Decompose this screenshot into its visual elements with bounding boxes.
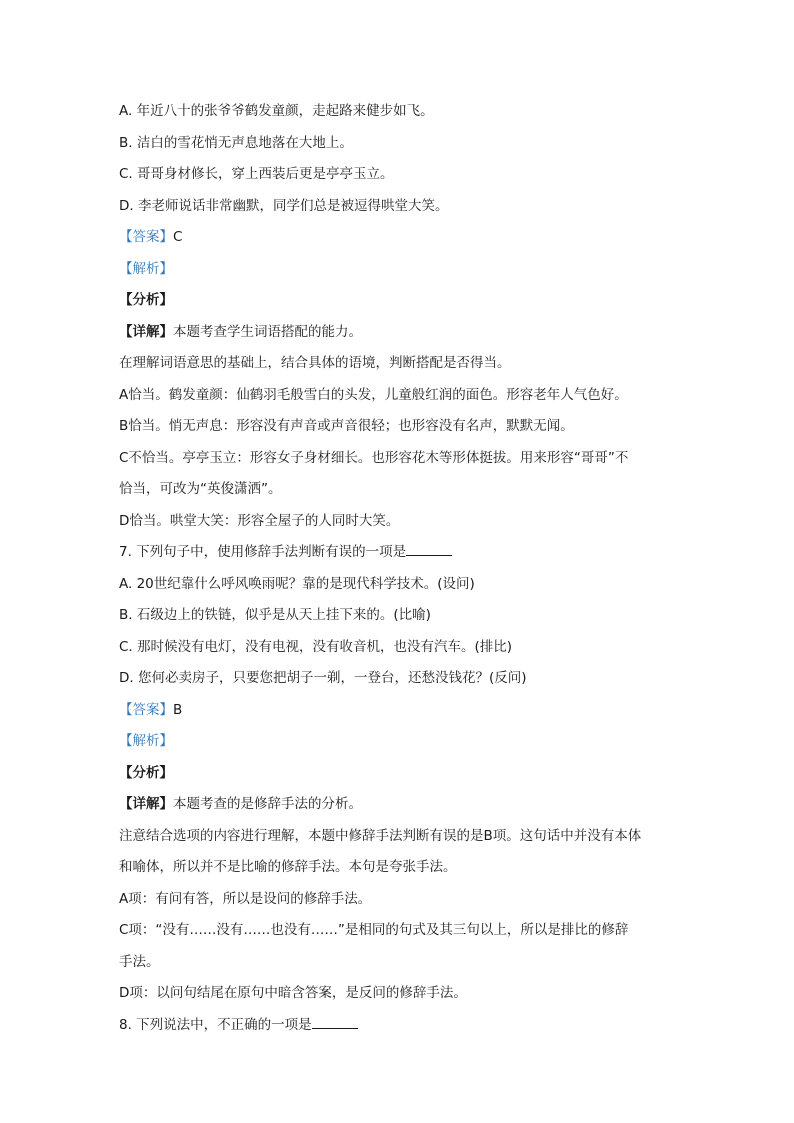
q7-option-b: B. 石级边上的铁链，似乎是从天上挂下来的。(比喻) — [119, 607, 431, 623]
document-page — [119, 96, 679, 1041]
fenxi-tag: 【分析】 — [119, 292, 173, 308]
detail-tag: 【详解】 — [119, 796, 173, 812]
q6-answer-line — [119, 222, 679, 254]
answer-value: B — [173, 701, 183, 718]
q6-body-line: 在理解词语意思的基础上，结合具体的语境，判断搭配是否得当。 — [119, 355, 511, 371]
q6-body-line: C不恰当。亭亭玉立：形容女子身材细长。也形容花木等形体挺拔。用来形容“哥哥”不 — [119, 449, 629, 466]
q8-stem-line — [119, 1010, 679, 1042]
q6-option-c: C. 哥哥身材修长，穿上西装后更是亭亭玉立。 — [119, 166, 394, 182]
q7-option-c: C. 那时候没有电灯，没有电视，没有收音机，也没有汽车。(排比) — [119, 638, 513, 655]
answer-tag: 【答案】 — [119, 229, 173, 245]
q6-option-b: B. 洁白的雪花悄无声息地落在大地上。 — [119, 134, 353, 151]
detail-tag: 【详解】 — [119, 323, 173, 340]
q7-body-line: C项：“没有……没有……也没有……”是相同的句式及其三句以上，所以是排比的修辞 — [119, 922, 629, 938]
q6-detail-line — [119, 317, 679, 349]
q7-body-line: 和喻体，所以并不是比喻的修辞手法。本句是夸张手法。 — [119, 859, 457, 875]
q6-body-line: A恰当。鹤发童颜：仙鹤羽毛般雪白的头发，儿童般红润的面色。形容老年人气色好。 — [119, 386, 628, 403]
q7-body-line: 注意结合选项的内容进行理解，本题中修辞手法判断有误的是B项。这句话中并没有本体 — [119, 827, 642, 844]
q7-option-d: D. 您何必卖房子，只要您把胡子一剃，一登台，还愁没钱花？(反问) — [119, 670, 527, 686]
q8-stem: 8. 下列说法中，不正确的一项是 — [119, 1016, 312, 1033]
q6-option-d: D. 李老师说话非常幽默，同学们总是被逗得哄堂大笑。 — [119, 197, 449, 214]
q7-detail-line — [119, 789, 679, 821]
jiexi-tag: 【解析】 — [119, 733, 173, 749]
detail-text: 本题考查学生词语搭配的能力。 — [173, 323, 362, 340]
q7-answer-line — [119, 695, 679, 727]
q7-body-line: A项：有问有答，所以是设问的修辞手法。 — [119, 890, 372, 907]
answer-tag: 【答案】 — [119, 701, 173, 718]
detail-text: 本题考查的是修辞手法的分析。 — [173, 796, 362, 812]
q6-body-line: B恰当。悄无声息：形容没有声音或声音很轻；也形容没有名声，默默无闻。 — [119, 418, 574, 434]
q6-body-line: D恰当。哄堂大笑：形容全屋子的人同时大笑。 — [119, 512, 400, 529]
q6-option-a: A. 年近八十的张爷爷鹤发童颜，走起路来健步如飞。 — [119, 103, 434, 119]
fenxi-tag: 【分析】 — [119, 764, 173, 781]
q7-body-line: D项：以问句结尾在原句中暗含答案，是反问的修辞手法。 — [119, 985, 467, 1001]
q6-body-line: 恰当，可改为“英俊潇洒”。 — [119, 481, 282, 497]
answer-blank — [406, 541, 452, 556]
answer-value: C — [173, 229, 183, 245]
q7-option-a: A. 20世纪靠什么呼风唤雨呢？靠的是现代科学技术。(设问) — [119, 575, 475, 592]
answer-blank — [312, 1014, 358, 1029]
jiexi-tag: 【解析】 — [119, 260, 173, 277]
q7-stem-line — [119, 537, 679, 569]
q7-body-line: 手法。 — [119, 953, 160, 970]
q7-stem: 7. 下列句子中，使用修辞手法判断有误的一项是 — [119, 544, 407, 560]
